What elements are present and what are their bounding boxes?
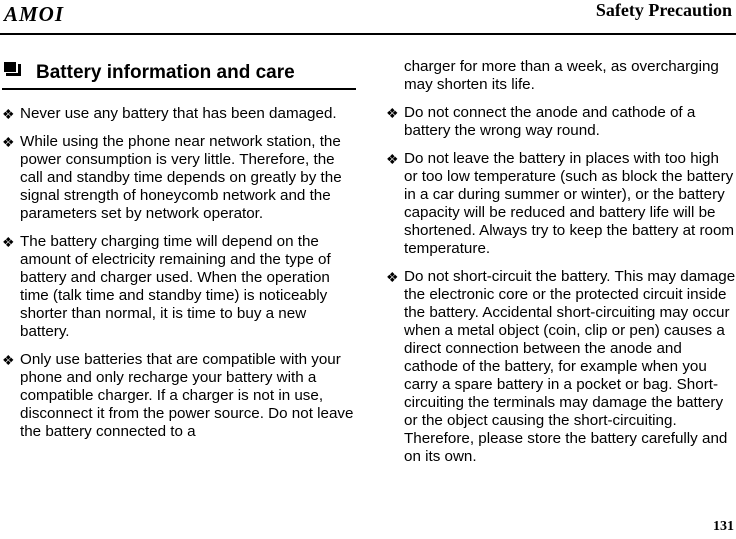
- right-column: [386, 58, 736, 476]
- diamond-bullet-icon: ❖: [2, 106, 15, 122]
- diamond-bullet-icon: ❖: [386, 151, 399, 167]
- diamond-bullet-icon: ❖: [2, 134, 15, 150]
- bullet-item: ❖ While using the phone near network station, the power consumption is very little. Therefore, the call and standby time depends on greatly by the signal strength of honeycomb network and the parameters set by network operator.: [2, 133, 342, 222]
- right-bullet-list: [386, 104, 736, 466]
- continued-paragraph: charger for more than a week, as overcharging may shorten its life.: [404, 58, 719, 93]
- page-title: Safety Precaution: [595, 0, 732, 20]
- amoi-logo: AMOI: [4, 2, 65, 26]
- bullet-item: ❖ Do not leave the battery in places with too high or too low temperature (such as block the battery in a car during summer or winter), or the battery capacity will be reduced and battery life will be shortened. Always try to keep the battery at room temperature.: [386, 150, 735, 257]
- section-header: [2, 58, 356, 88]
- bullet-item: ❖ Do not short-circuit the battery. This may damage the electronic core or the protected circuit inside the battery. Accidental short-circuiting may occur when a metal object (coin, clip or pen) causes a direct connection between the anode and cathode of the battery, for example when you carry a spare battery in a pocket or bag. Short-circuiting the terminals may damage the battery or the object causing the short-circuiting. Therefore, please store the battery carefully and on its own.: [386, 268, 736, 465]
- bullet-item: ❖ The battery charging time will depend on the amount of electricity remaining and the type of battery and charger used. When the operation time (talk time and standby time) is noticeably shorter than normal, it is time to buy a new battery.: [2, 233, 331, 340]
- left-column: [2, 58, 356, 451]
- bullet-item: ❖ Never use any battery that has been damaged.: [2, 105, 337, 122]
- diamond-bullet-icon: ❖: [2, 234, 15, 250]
- diamond-bullet-icon: ❖: [386, 269, 399, 285]
- section-divider: [2, 88, 356, 90]
- diamond-bullet-icon: ❖: [2, 352, 15, 368]
- section-title: Battery information and care: [36, 62, 295, 83]
- section-marker-icon: [4, 62, 22, 76]
- diamond-bullet-icon: ❖: [386, 105, 399, 121]
- left-bullet-list: [2, 105, 356, 441]
- bullet-item: ❖ Only use batteries that are compatible with your phone and only recharge your battery with a compatible charger. If a charger is not in use, disconnect it from the power source. Do not leave the battery connected to a: [2, 351, 354, 440]
- header-divider: [0, 33, 736, 35]
- bullet-item: ❖ Do not connect the anode and cathode of a battery the wrong way round.: [386, 104, 696, 139]
- page-number: 131: [713, 519, 734, 534]
